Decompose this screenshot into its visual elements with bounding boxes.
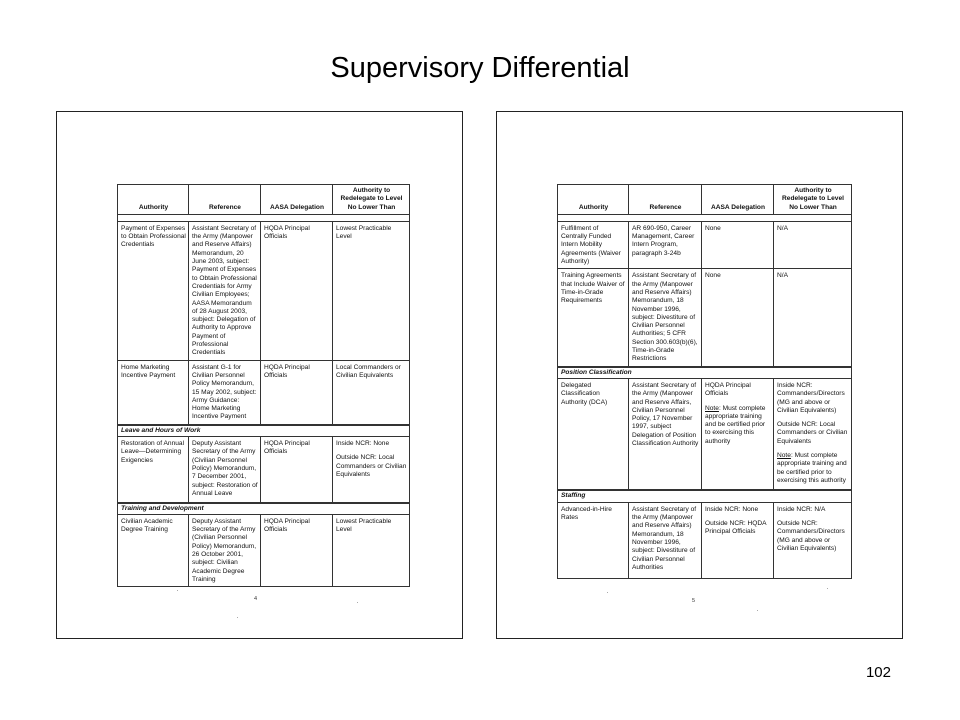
table-header-row — [118, 185, 410, 215]
table-row — [118, 360, 410, 425]
note-label: Note — [705, 404, 719, 412]
scan-speck — [757, 610, 758, 611]
column-header-reference: Reference — [629, 185, 702, 215]
section-heading-staffing: Staffing — [558, 490, 852, 502]
table-spacer — [118, 214, 410, 221]
redelegate-cell: Lowest Practicable Level — [333, 221, 410, 360]
authority-cell: Training Agreements that Include Waiver of Time-in-Grade Requirements — [558, 269, 629, 367]
table-row — [558, 221, 852, 268]
page-number: 4 — [254, 596, 258, 602]
scan-speck — [827, 588, 828, 589]
reference-cell: Assistant G-1 for Civilian Personnel Policy Memorandum, 15 May 2002, subject: Army Guidance: Home Marketing Incentive Payment — [189, 360, 261, 425]
slide-number: 102 — [865, 664, 891, 681]
delegation-cell: None — [702, 221, 774, 268]
note-label: Note — [777, 452, 791, 460]
reference-cell: Assistant Secretary of the Army (Manpower and Reserve Affairs) Memorandum, 20 June 2003, subject: Payment of Expenses to Obtain Professional Credentials for Army Civilian Employees; AASA Memorandum of 28 August 2003, subject: Delegation of Authority to Approve Payment of Professional Credentials — [189, 221, 261, 360]
scan-speck — [357, 602, 358, 603]
table-row — [118, 437, 410, 503]
redelegate-cell: N/A — [774, 221, 852, 268]
table-row — [558, 502, 852, 578]
reference-cell: Assistant Secretary of the Army (Manpower and Reserve Affairs) Memorandum, 18 November 1996, subject: Divestiture of Civilian Personnel Authorities — [629, 502, 702, 578]
reference-cell: Deputy Assistant Secretary of the Army (Civilian Personnel Policy) Memorandum, 26 October 2001, subject: Civilian Academic Degree Training — [189, 514, 261, 586]
document-page-left — [56, 111, 463, 639]
section-heading-position: Position Classification — [558, 367, 852, 379]
reference-cell: Assistant Secretary of the Army (Manpower and Reserve Affairs) Memorandum, 18 November 1996, subject: Divestiture of Civilian Personnel Authorities; 5 CFR Section 300.603(b)(6), Time-in-Grade Restrictions — [629, 269, 702, 367]
redelegate-cell: Lowest Practicable Level — [333, 514, 410, 586]
delegation-inside-ncr: Inside NCR: None — [705, 505, 759, 513]
column-header-authority: Authority — [118, 185, 189, 215]
column-header-redelegate: Authority to Redelegate to Level No Lower Than — [333, 185, 410, 215]
column-header-reference: Reference — [189, 185, 261, 215]
table-header-row — [558, 185, 852, 215]
delegation-cell — [702, 502, 774, 578]
redelegate-outside-ncr: Outside NCR: Commanders/Directors (MG and above or Civilian Equivalents) — [777, 520, 845, 552]
delegation-officials: HQDA Principal Officials — [705, 381, 751, 398]
reference-cell: AR 690-950, Career Management, Career Intern Program, paragraph 3-24b — [629, 221, 702, 268]
authority-cell: Payment of Expenses to Obtain Professional Credentials — [118, 221, 189, 360]
delegation-outside-ncr: Outside NCR: HQDA Principal Officials — [705, 520, 767, 536]
table-spacer — [558, 214, 852, 221]
authority-cell: Civilian Academic Degree Training — [118, 514, 189, 586]
delegation-cell: HQDA Principal Officials — [261, 514, 333, 586]
table-row — [558, 378, 852, 490]
redelegate-inside-ncr: Inside NCR: None — [336, 440, 390, 448]
scan-speck — [607, 592, 608, 593]
scan-speck — [177, 590, 178, 591]
redelegate-outside-ncr: Outside NCR: Local Commanders or Civilian Equivalents — [777, 421, 848, 445]
authority-cell: Advanced-in-Hire Rates — [558, 502, 629, 578]
column-header-delegation: AASA Delegation — [261, 185, 333, 215]
note-text: : Must complete appropriate training and be certified prior to exercising this authority — [705, 404, 766, 445]
delegation-table-right — [557, 184, 852, 579]
authority-cell: Home Marketing Incentive Payment — [118, 360, 189, 425]
delegation-note — [705, 405, 771, 446]
delegation-cell — [702, 378, 774, 490]
redelegate-cell — [774, 378, 852, 490]
delegation-table-left — [117, 184, 410, 587]
table-row — [118, 221, 410, 360]
redelegate-cell — [774, 502, 852, 578]
section-heading-training: Training and Development — [118, 503, 410, 515]
slide-title: Supervisory Differential — [330, 52, 630, 84]
delegation-cell: None — [702, 269, 774, 367]
section-heading-leave: Leave and Hours of Work — [118, 425, 410, 437]
redelegate-inside-ncr: Inside NCR: Commanders/Directors (MG and above or Civilian Equivalents) — [777, 381, 845, 414]
redelegate-cell: N/A — [774, 269, 852, 367]
authority-cell: Fulfillment of Centrally Funded Intern Mobility Agreements (Waiver Authority) — [558, 221, 629, 268]
document-page-right — [496, 111, 903, 639]
authority-cell: Restoration of Annual Leave—Determining Exigencies — [118, 437, 189, 503]
column-header-redelegate: Authority to Redelegate to Level No Lower Than — [774, 185, 852, 215]
delegation-cell: HQDA Principal Officials — [261, 360, 333, 425]
column-header-delegation: AASA Delegation — [702, 185, 774, 215]
reference-cell: Assistant Secretary of the Army (Manpower and Reserve Affairs, Civilian Personnel Policy, 17 November 1997, subject Delegation of Position Classification Authority — [629, 378, 702, 490]
column-header-authority: Authority — [558, 185, 629, 215]
delegation-cell: HQDA Principal Officials — [261, 221, 333, 360]
redelegate-note — [777, 452, 849, 485]
redelegate-outside-ncr: Outside NCR: Local Commanders or Civilian Equivalents — [336, 454, 407, 478]
reference-cell: Deputy Assistant Secretary of the Army (Civilian Personnel Policy) Memorandum, 7 December 2001, subject: Restoration of Annual Leave — [189, 437, 261, 503]
scan-speck — [237, 617, 238, 618]
page-number: 5 — [692, 598, 696, 604]
redelegate-inside-ncr: Inside NCR: N/A — [777, 505, 826, 513]
redelegate-cell — [333, 437, 410, 503]
note-text: : Must complete appropriate training and be certified prior to exercising this authority — [777, 452, 847, 484]
redelegate-cell: Local Commanders or Civilian Equivalents — [333, 360, 410, 425]
table-row — [118, 514, 410, 586]
table-row — [558, 269, 852, 367]
delegation-cell: HQDA Principal Officials — [261, 437, 333, 503]
authority-cell: Delegated Classification Authority (DCA) — [558, 378, 629, 490]
